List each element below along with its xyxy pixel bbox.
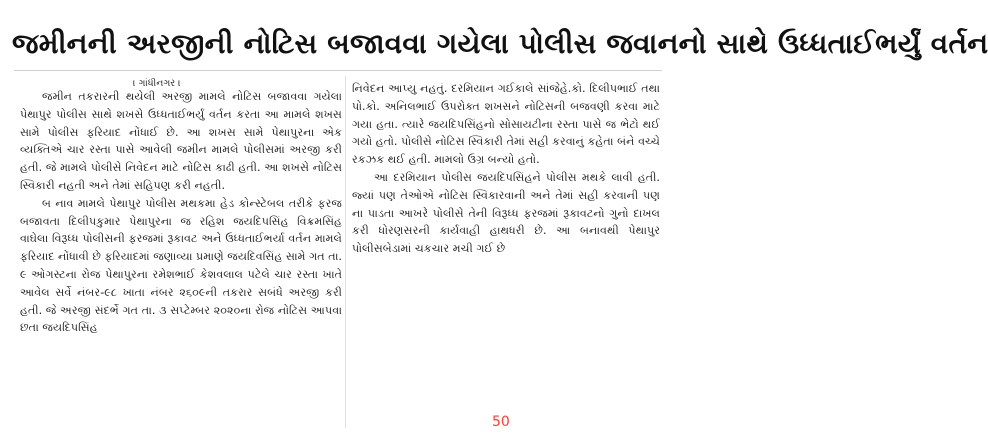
page-number: 50 [492,414,510,430]
paragraph: નિવેદન આપ્યુ નહતું. દરમિયાન ગઈકાલે સાંજેહે.કો. દિલીપભાઈ તથા પો.કો. અનિલભાઈ ઉપરોક્ત શખસને નોટિસની બજવણી કરવા માટે ગયા હતા. ત્યારે જયદિપસિંહનો સોસાયટીના રસ્તા પાસે જ ભેટો થઈ ગયો હતો. પોલીસે નોટિસ સ્વિકારી તેમાં સહી કરવાનું કહેતા બંને વચ્ચે રકઝક થઈ હતી. મામલો ઉગ્ર બન્યો હતો. [352,82,660,167]
paragraph: બ નાવ મામલે પેથાપુર પોલીસ મથકમા હેડ કોન્સ્ટેબલ તરીકે ફરજ બજાવતા દિલીપકુમાર પેથાપુરના જ રહિશ જયદિપસિંહ વિક્રમસિંહ વાઘેલા વિરૂધ્ધ પોલીસની ફરજમાં રૂકાવટ અને ઉધ્ધતાઈભર્યા વર્તન મામલે ફરિયાદ નોંધાવી છે ફરિયાદમાં જણાવ્યા પ્રમાણે જયદિવસિંહ સામે ગત તા. ૯ ઓગસ્ટના રોજ પેથાપુરના રમેશભાઈ કેશવલાલ પટેલે ચાર રસ્તા ખાતે આવેલ સર્વે નંબર-૯૮ ખાતા નંબર ૨૬૦૯ની તકરાર સબંધે અરજી કરી હતી. જે અરજી સંદર્ભે ગત તા. ૩ સપ્ટેમ્બર ૨૦૨૦ના રોજ નોટિસ આપવા છતા જયદિપસિંહ [20,196,342,335]
paragraph: આ દરમિયાન પોલીસ જયદિપસિંહને પોલીસ મથકે લાવી હતી. જ્યાં પણ તેઓએ નોટિસ સ્વિકારવાની અને તેમાં સહી કરવાની પણ ના પાડતા આખરે પોલીસે તેની વિરૂધ્ધ ફરજમાં રૂકાવટનો ગુનો દાખલ કરી ધોરણસરની કાર્યવાહી હાથધરી છે. આ બનાવથી પેથાપુર પોલીસબેડામાં ચકચાર મચી ગઈ છે [352,170,660,256]
headline-rule [14,70,662,71]
article-column-left [20,88,342,428]
dateline: । ગાંધીનગર । [133,78,181,89]
headline: જમીનની અરજીની નોટિસ બજાવવા ગયેલા પોલીસ જવાનનો સાથે ઉધ્ધતાઈભર્યું વર્તન [12,27,988,60]
column-divider [345,76,346,428]
paragraph: જમીન તકરારની થયેલી અરજી મામલે નોટિસ બજાવવા ગયેલા પેથાપુર પોલીસ સાથે શખસે ઉધ્ધતાઈભર્યું વર્તન કરતા આ મામલે શખસ સામે પોલીસ ફરિયાદ નોંધાઈ છે. આ શખસ સામે પેથાપુરના એક વ્યક્તિએ ચાર રસ્તા પાસે આવેલી જમીન મામલે પોલીસમાં અરજી કરી હતી. જે મામલે પોલીસે નિવેદન માટે નોટિસ કાઢી હતી. આ શખસે નોટિસ સ્વિકારી નહતી અને તેમાં સહિપણ કરી નહતી. [20,90,342,192]
article-column-right [352,80,660,420]
